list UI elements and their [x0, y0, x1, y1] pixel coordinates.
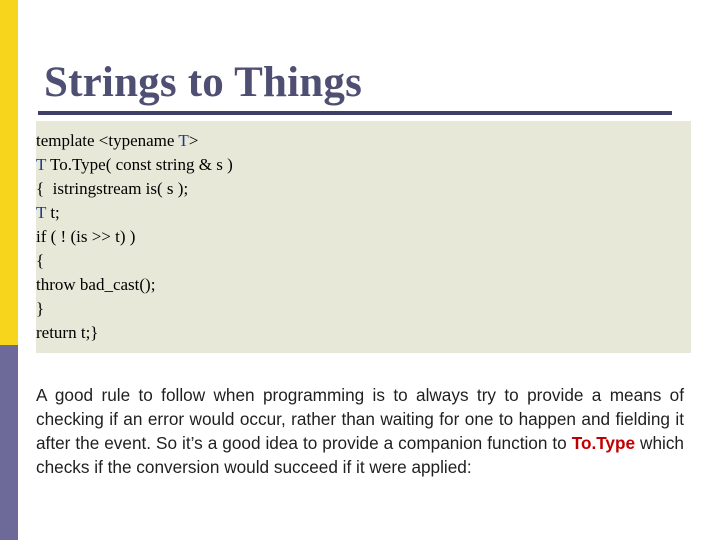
body-paragraph — [36, 383, 684, 479]
code-line-1 — [36, 129, 198, 153]
code-text: To.Type( const string & s ) — [46, 155, 233, 174]
code-line-2 — [36, 153, 233, 177]
code-text: template <typename — [36, 131, 179, 150]
paragraph-text: A good rule to follow when programming is to always try to provide a means of checking if an error would occur, rather than waiting for one to happen and fielding it after the event. So it’s a good idea to provide a companion function to — [36, 385, 684, 453]
type-param: T — [36, 203, 47, 222]
sidebar-accent-bottom — [0, 345, 18, 540]
code-text: t; — [46, 203, 60, 222]
code-line-7: throw bad_cast(); — [36, 275, 156, 294]
title-underline — [38, 111, 672, 115]
code-line-6: { — [36, 251, 45, 270]
paragraph-text: which checks if the conversion would succeed if it were applied: — [36, 433, 684, 477]
type-param: T — [178, 131, 189, 150]
function-name-highlight: To.Type — [571, 433, 636, 453]
code-line-4 — [36, 201, 60, 225]
code-line-9: return t;} — [36, 323, 99, 342]
code-line-8: } — [36, 299, 45, 318]
code-text: > — [188, 131, 199, 150]
code-line-5: if ( ! (is >> t) ) — [36, 227, 136, 246]
type-param: T — [36, 155, 47, 174]
code-line-3: { istringstream is( s ); — [36, 179, 189, 198]
slide-title: Strings to Things — [44, 59, 363, 106]
